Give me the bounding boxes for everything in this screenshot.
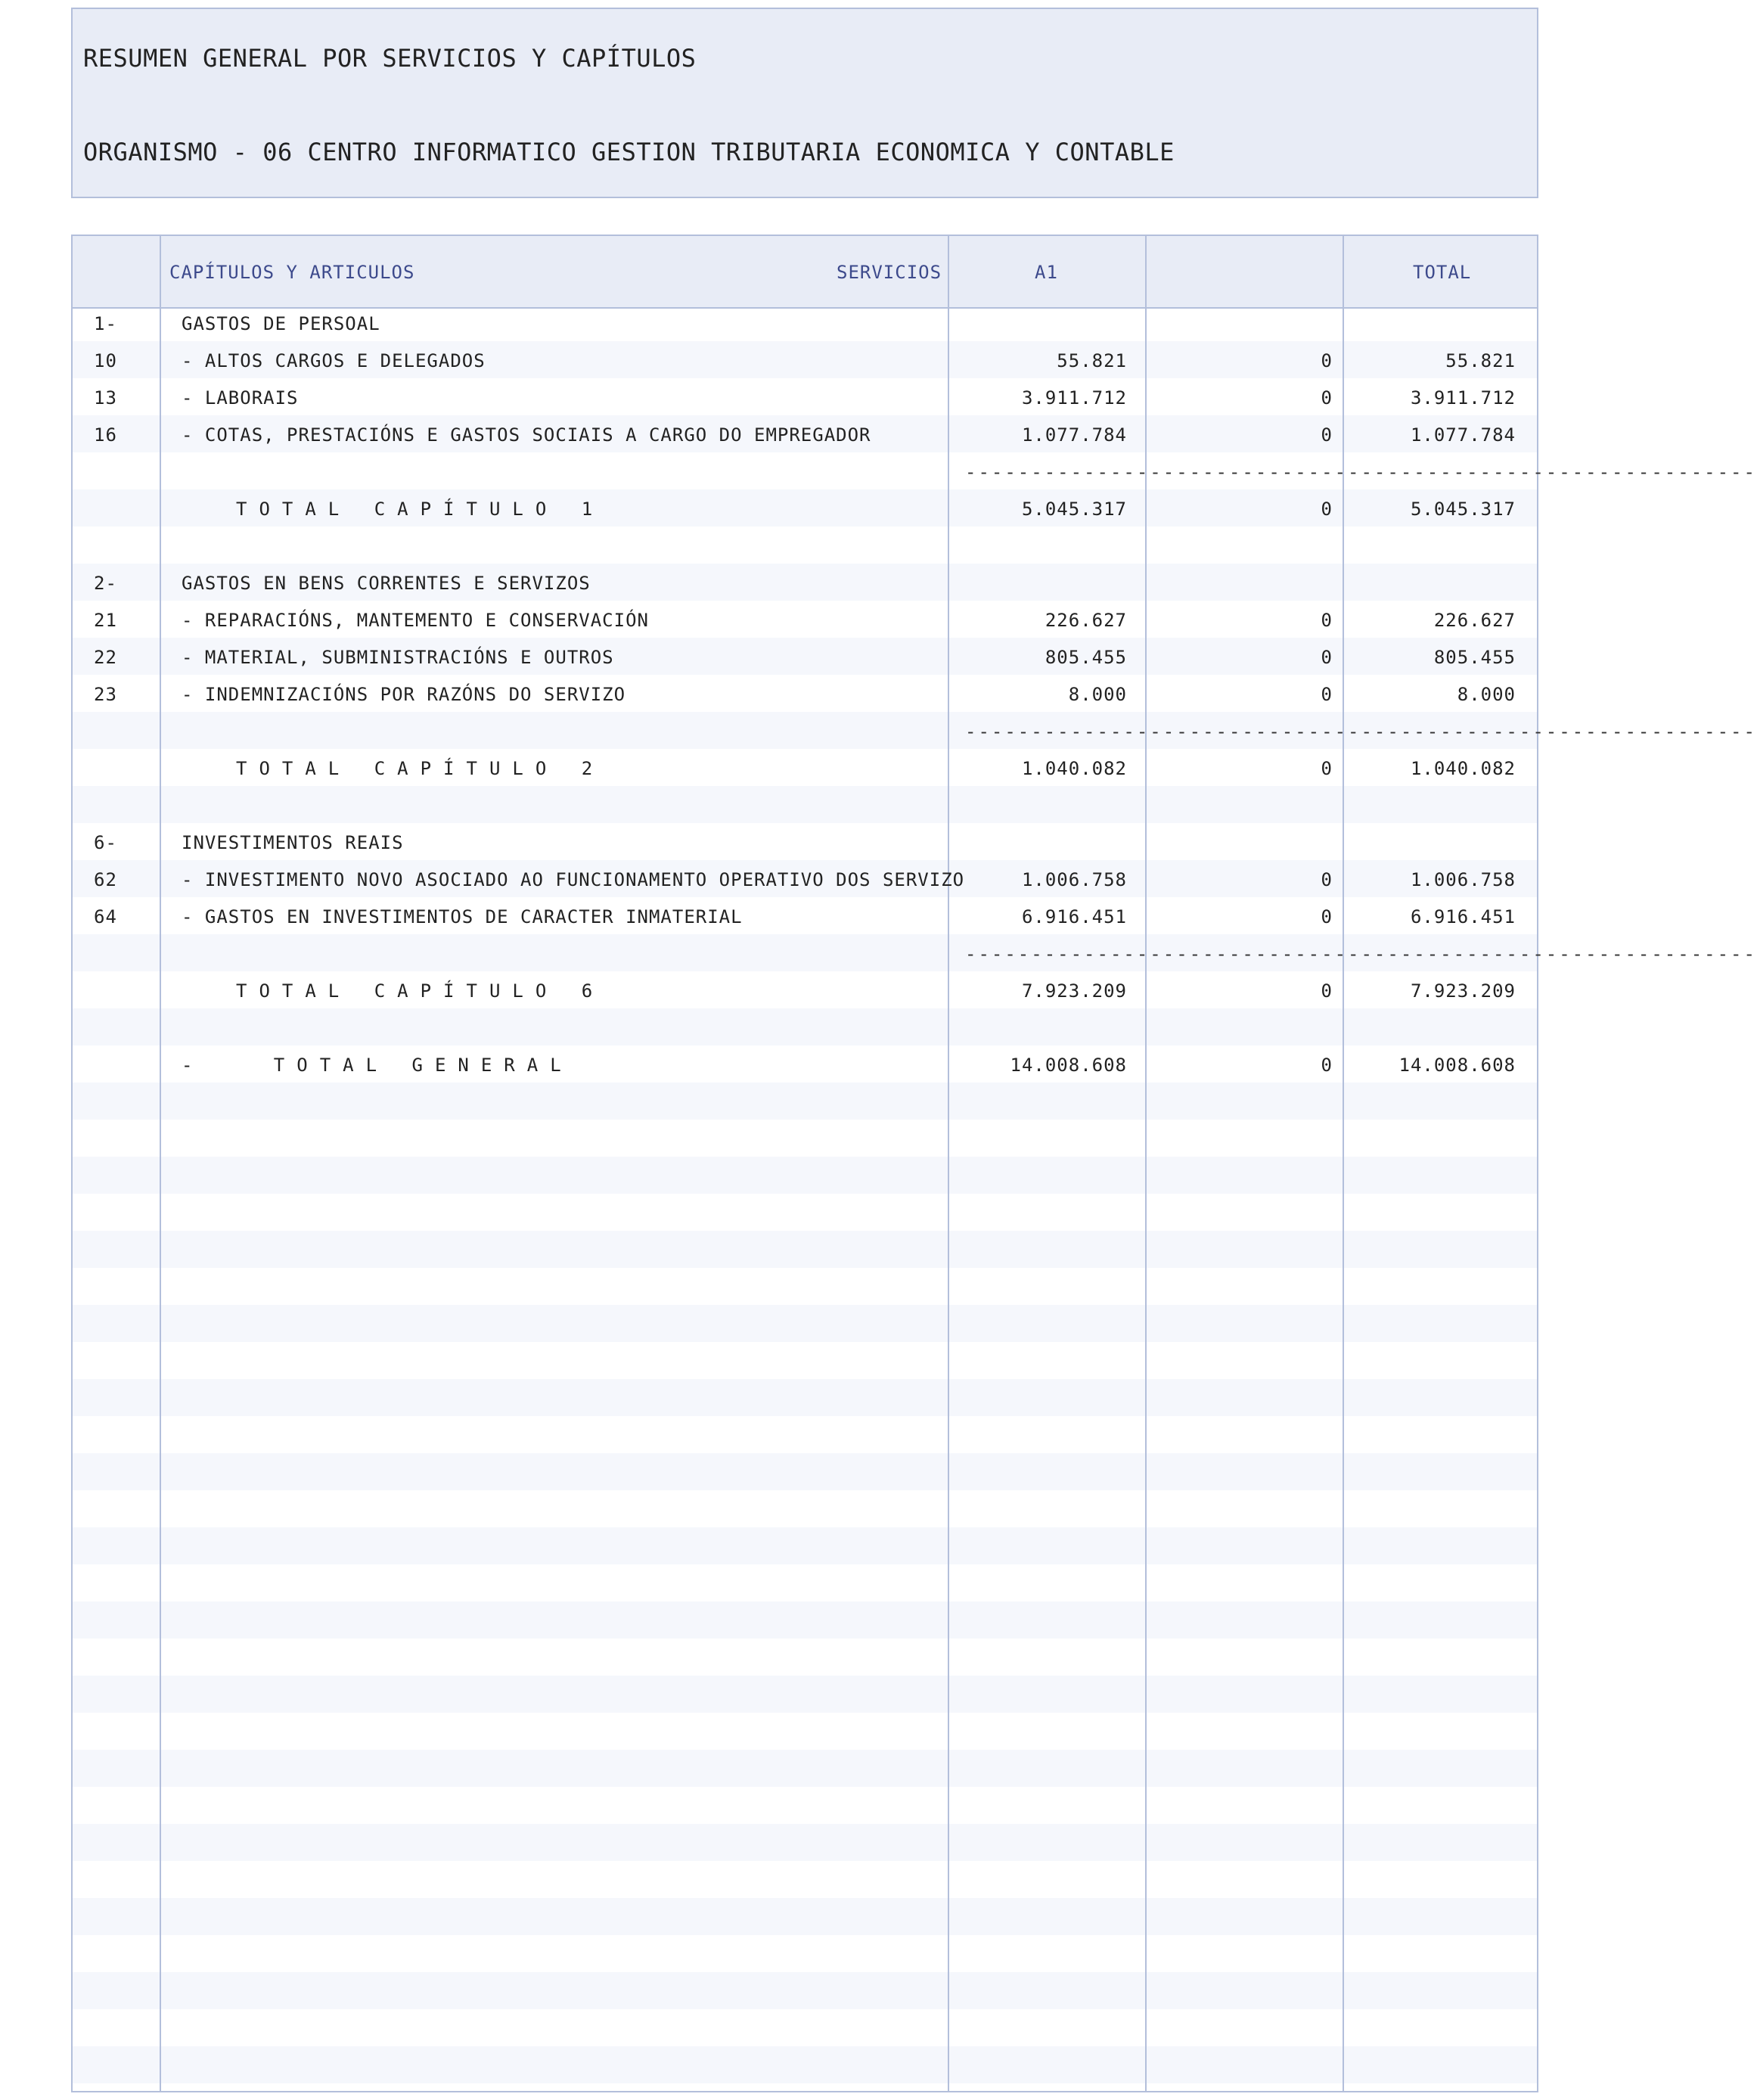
- row-stripe: [73, 1676, 1537, 1713]
- total-a1-value: 14.008.608: [1010, 1055, 1127, 1076]
- row-a1-value: 3.911.712: [1021, 387, 1127, 409]
- row-stripe: [73, 1898, 1537, 1935]
- row-blank-value: 0: [1321, 647, 1333, 668]
- row-code: 62: [94, 869, 117, 890]
- row-stripe: [73, 1305, 1537, 1342]
- row-label: - INDEMNIZACIÓNS POR RAZÓNS DO SERVIZO: [182, 684, 626, 705]
- row-stripe: [73, 2046, 1537, 2083]
- row-label: - LABORAIS: [182, 387, 299, 409]
- row-stripe: [73, 1008, 1537, 1045]
- row-code: 2-: [94, 573, 117, 594]
- row-total-value: 226.627: [1433, 610, 1516, 631]
- row-stripe: [73, 1194, 1537, 1231]
- row-code: 64: [94, 906, 117, 927]
- row-total-value: 6.916.451: [1410, 906, 1516, 927]
- row-a1-value: 55.821: [1057, 350, 1127, 371]
- col-services: SERVICIOS: [837, 262, 942, 283]
- row-label: - ALTOS CARGOS E DELEGADOS: [182, 350, 486, 371]
- chapter-total-label: TOTAL CAPÍTULO 6: [236, 980, 605, 1002]
- row-a1-value: 1.006.758: [1021, 869, 1127, 890]
- row-stripe: [73, 1787, 1537, 1824]
- chapter-total-label: TOTAL CAPÍTULO 2: [236, 758, 605, 779]
- total-total-value: 1.040.082: [1410, 758, 1516, 779]
- total-blank-value: 0: [1321, 1055, 1333, 1076]
- separator-line: ------------------------------------------------------------: [965, 943, 1757, 965]
- divider-label: [948, 236, 949, 2091]
- row-a1-value: 226.627: [1045, 610, 1127, 631]
- summary-table: [71, 235, 1757, 2092]
- row-stripe: [73, 1379, 1537, 1416]
- row-label: - MATERIAL, SUBMINISTRACIÓNS E OUTROS: [182, 647, 614, 668]
- total-blank-value: 0: [1321, 499, 1333, 520]
- row-code: 21: [94, 610, 117, 631]
- row-label: - INVESTIMENTO NOVO ASOCIADO AO FUNCIONAMENTO OPERATIVO DOS SERVIZO: [182, 869, 965, 890]
- row-stripe: [73, 1601, 1537, 1639]
- row-stripe: [73, 1750, 1537, 1787]
- row-a1-value: 6.916.451: [1021, 906, 1127, 927]
- separator-line: ------------------------------------------------------------: [965, 721, 1757, 742]
- row-total-value: 805.455: [1433, 647, 1516, 668]
- row-stripe: [73, 527, 1537, 564]
- row-total-value: 8.000: [1457, 684, 1516, 705]
- col-total: TOTAL: [1413, 262, 1472, 283]
- row-blank-value: 0: [1321, 387, 1333, 409]
- row-a1-value: 805.455: [1045, 647, 1127, 668]
- row-stripe: [73, 1453, 1537, 1490]
- total-a1-value: 1.040.082: [1021, 758, 1127, 779]
- organism-title: ORGANISMO - 06 CENTRO INFORMATICO GESTION TRIBUTARIA ECONOMICA Y CONTABLE: [83, 138, 1175, 166]
- col-a1: A1: [1035, 262, 1058, 283]
- row-code: 23: [94, 684, 117, 705]
- report-title: RESUMEN GENERAL POR SERVICIOS Y CAPÍTULOS: [83, 44, 697, 73]
- row-stripe: [73, 1861, 1537, 1898]
- row-blank-value: 0: [1321, 906, 1333, 927]
- row-stripe: [73, 1231, 1537, 1268]
- row-stripe: [73, 2009, 1537, 2046]
- row-blank-value: 0: [1321, 684, 1333, 705]
- row-code: 22: [94, 647, 117, 668]
- row-stripe: [73, 1824, 1537, 1861]
- row-label: - GASTOS EN INVESTIMENTOS DE CARACTER INMATERIAL: [182, 906, 743, 927]
- row-stripe: [73, 786, 1537, 823]
- row-a1-value: 8.000: [1068, 684, 1127, 705]
- row-a1-value: 1.077.784: [1021, 424, 1127, 446]
- total-total-value: 14.008.608: [1398, 1055, 1516, 1076]
- row-stripe: [73, 1157, 1537, 1194]
- row-blank-value: 0: [1321, 610, 1333, 631]
- total-blank-value: 0: [1321, 980, 1333, 1002]
- row-stripe: [73, 1342, 1537, 1379]
- row-blank-value: 0: [1321, 350, 1333, 371]
- row-stripe: [73, 1713, 1537, 1750]
- row-total-value: 1.006.758: [1410, 869, 1516, 890]
- chapter-total-label: TOTAL CAPÍTULO 1: [236, 499, 605, 520]
- total-total-value: 7.923.209: [1410, 980, 1516, 1002]
- chapter-total-label: - TOTAL GENERAL: [182, 1055, 573, 1076]
- total-blank-value: 0: [1321, 758, 1333, 779]
- row-total-value: 3.911.712: [1410, 387, 1516, 409]
- total-total-value: 5.045.317: [1410, 499, 1516, 520]
- row-label: GASTOS EN BENS CORRENTES E SERVIZOS: [182, 573, 591, 594]
- row-stripe: [73, 1564, 1537, 1601]
- row-blank-value: 0: [1321, 424, 1333, 446]
- table-header: [73, 236, 1537, 309]
- row-code: 10: [94, 350, 117, 371]
- row-code: 13: [94, 387, 117, 409]
- row-code: 16: [94, 424, 117, 446]
- row-stripe: [73, 1527, 1537, 1564]
- total-a1-value: 5.045.317: [1021, 499, 1127, 520]
- row-total-value: 1.077.784: [1410, 424, 1516, 446]
- row-stripe: [73, 1120, 1537, 1157]
- row-blank-value: 0: [1321, 869, 1333, 890]
- row-code: 6-: [94, 832, 117, 853]
- row-label: GASTOS DE PERSOAL: [182, 313, 380, 334]
- row-stripe: [73, 1268, 1537, 1305]
- row-label: INVESTIMENTOS REAIS: [182, 832, 404, 853]
- row-label: - REPARACIÓNS, MANTEMENTO E CONSERVACIÓN: [182, 610, 649, 631]
- row-stripe: [73, 1416, 1537, 1453]
- divider-a1: [1145, 236, 1147, 2091]
- col-chapters: CAPÍTULOS Y ARTICULOS: [169, 262, 415, 283]
- report-header: [71, 8, 1538, 198]
- row-total-value: 55.821: [1445, 350, 1516, 371]
- row-code: 1-: [94, 313, 117, 334]
- row-stripe: [73, 1972, 1537, 2009]
- row-stripe: [73, 1639, 1537, 1676]
- total-a1-value: 7.923.209: [1021, 980, 1127, 1002]
- row-stripe: [73, 1490, 1537, 1527]
- divider-blank: [1343, 236, 1344, 2091]
- row-stripe: [73, 1935, 1537, 1972]
- separator-line: ------------------------------------------------------------: [965, 461, 1757, 483]
- row-stripe: [73, 1083, 1537, 1120]
- row-label: - COTAS, PRESTACIÓNS E GASTOS SOCIAIS A CARGO DO EMPREGADOR: [182, 424, 871, 446]
- divider-code: [160, 236, 161, 2091]
